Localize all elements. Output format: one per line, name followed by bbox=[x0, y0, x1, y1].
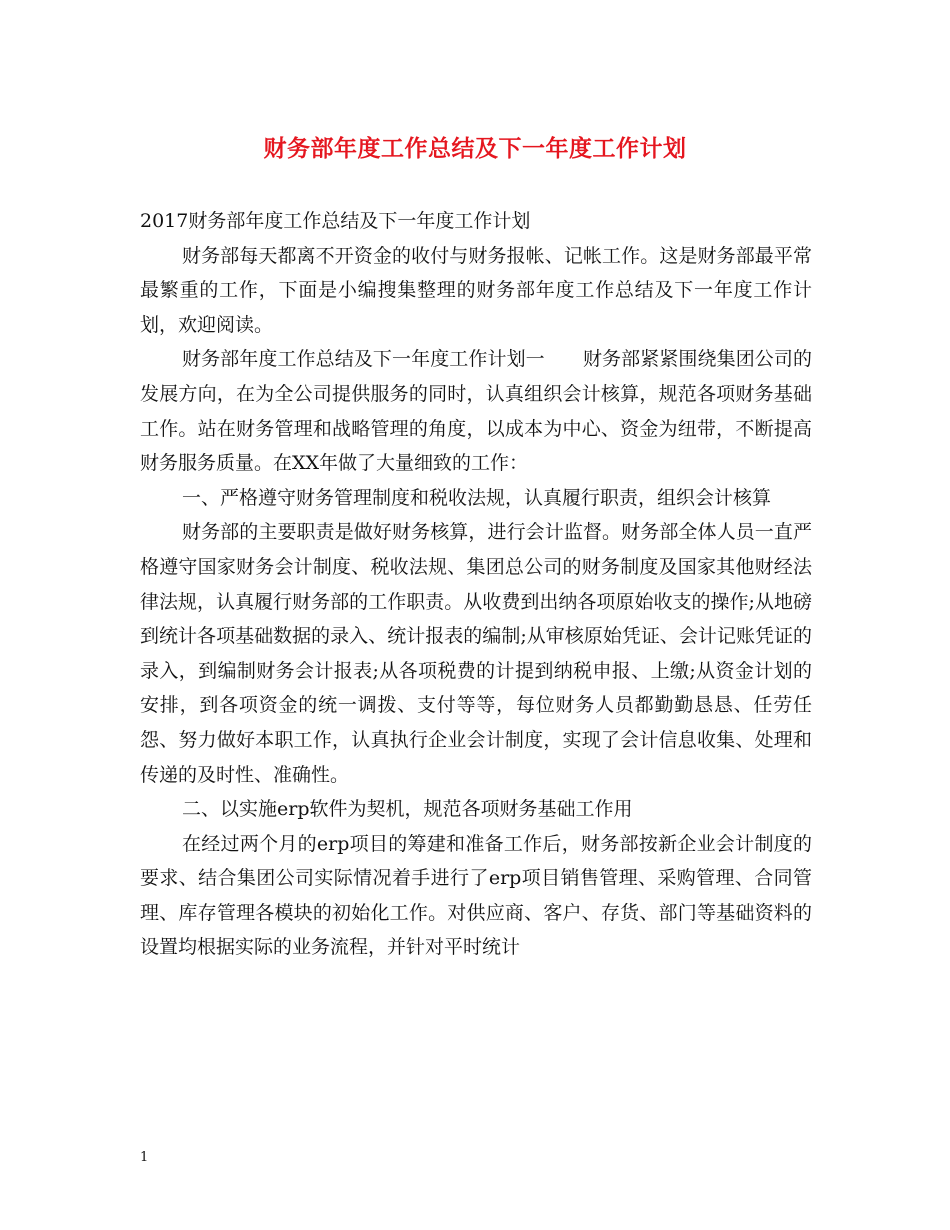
document-title: 财务部年度工作总结及下一年度工作计划 bbox=[263, 135, 687, 162]
subtitle-line: 2017财务部年度工作总结及下一年度工作计划 bbox=[140, 210, 531, 232]
section-heading-1: 一、严格遵守财务管理制度和税收法规，认真履行职责，组织会计核算 bbox=[182, 486, 772, 509]
section-2-paragraph: 在经过两个月的erp项目的筹建和准备工作后，财务部按新企业会计制度的要求、结合集团公司实际情况着手进行了erp项目销售管理、采购管理、合同管理、库存管理各模块的初始化工作。对供应商、客户、存货、部门等基础资料的设置均根据实际的业务流程，并针对平时统计 bbox=[140, 832, 812, 959]
document-body bbox=[140, 204, 812, 965]
intro-paragraph: 财务部每天都离不开资金的收付与财务报帐、记帐工作。这是财务部最平常最繁重的工作，下面是小编搜集整理的财务部年度工作总结及下一年度工作计划，欢迎阅读。 bbox=[140, 244, 812, 336]
section-intro-paragraph: 财务部年度工作总结及下一年度工作计划一 财务部紧紧围绕集团公司的发展方向，在为全公司提供服务的同时，认真组织会计核算，规范各项财务基础工作。站在财务管理和战略管理的角度，以成本为中心、资金为纽带，不断提高财务服务质量。在XX年做了大量细致的工作： bbox=[140, 348, 812, 475]
section-heading-2: 二、以实施erp软件为契机，规范各项财务基础工作用 bbox=[182, 798, 633, 821]
section-1-paragraph: 财务部的主要职责是做好财务核算，进行会计监督。财务部全体人员一直严格遵守国家财务会计制度、税收法规、集团总公司的财务制度及国家其他财经法律法规，认真履行财务部的工作职责。从收费到出纳各项原始收支的操作;从地磅到统计各项基础数据的录入、统计报表的编制;从审核原始凭证、会计记账凭证的录入，到编制财务会计报表;从各项税费的计提到纳税申报、上缴;从资金计划的安排，到各项资金的统一调拨、支付等等，每位财务人员都勤勤恳恳、任劳任怨、努力做好本职工作，认真执行企业会计制度，实现了会计信息收集、处理和传递的及时性、准确性。 bbox=[140, 521, 812, 786]
page-number: 1 bbox=[140, 1150, 149, 1165]
